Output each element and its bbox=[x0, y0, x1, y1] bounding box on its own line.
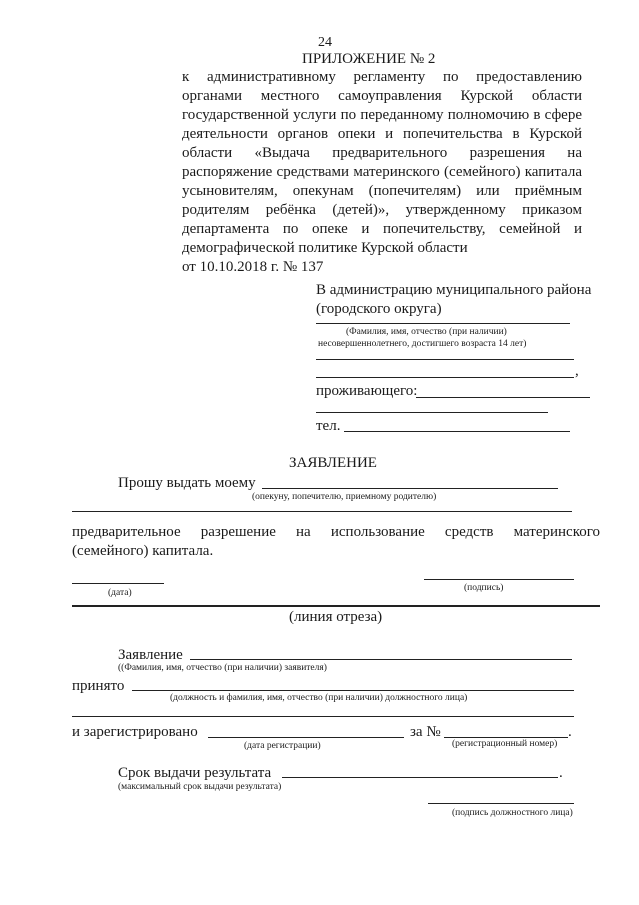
application-body-line-2: (семейного) капитала. bbox=[72, 543, 214, 559]
appendix-line: к административному регламенту по предоставлению bbox=[182, 69, 582, 85]
statement-hint: ((Фамилия, имя, отчество (при наличии) заявителя) bbox=[118, 663, 327, 673]
addressee-line-1: В администрацию муниципального района bbox=[316, 282, 592, 298]
page-number: 24 bbox=[318, 35, 332, 50]
appendix-line: деятельности органов опеки и попечительства в Курской bbox=[182, 126, 582, 142]
residing-address-field[interactable] bbox=[416, 397, 590, 398]
registration-date-field[interactable] bbox=[208, 737, 404, 738]
applicant-fio-field-2[interactable] bbox=[316, 359, 574, 360]
appendix-line: родителям ребёнка (детей)», утвержденному приказом bbox=[182, 202, 582, 218]
official-signature-hint: (подпись должностного лица) bbox=[452, 808, 573, 818]
deadline-field[interactable] bbox=[282, 777, 558, 778]
number-label: за № bbox=[410, 724, 441, 740]
date-field[interactable] bbox=[72, 583, 164, 584]
appendix-title: ПРИЛОЖЕНИЕ № 2 bbox=[302, 51, 436, 67]
appendix-line: органами местного самоуправления Курской области bbox=[182, 88, 582, 104]
registration-period: . bbox=[568, 724, 572, 740]
residing-label: проживающего: bbox=[316, 383, 418, 399]
deadline-label: Срок выдачи результата bbox=[118, 765, 272, 781]
reg-date-hint: (дата регистрации) bbox=[244, 741, 321, 751]
official-signature-field[interactable] bbox=[428, 803, 574, 804]
registration-number-field[interactable] bbox=[444, 737, 568, 738]
guardian-fio-field[interactable] bbox=[262, 488, 558, 489]
statement-label: Заявление bbox=[118, 647, 183, 663]
deadline-period: . bbox=[559, 765, 563, 781]
deadline-hint: (максимальный срок выдачи результата) bbox=[118, 782, 282, 792]
appendix-date-line: от 10.10.2018 г. № 137 bbox=[182, 259, 324, 275]
addressee-line-2: (городского округа) bbox=[316, 301, 442, 317]
phone-label: тел. bbox=[316, 418, 341, 434]
accepted-official-field[interactable] bbox=[132, 690, 574, 691]
accepted-official-field-2[interactable] bbox=[72, 716, 574, 717]
signature-hint: (подпись) bbox=[464, 583, 504, 593]
residing-address-field-2[interactable] bbox=[316, 412, 548, 413]
appendix-line: распоряжение средствами материнского (семейного) капитала bbox=[182, 164, 582, 180]
appendix-line: демографической политике Курской области bbox=[182, 240, 468, 256]
phone-field[interactable] bbox=[344, 431, 570, 432]
comma: , bbox=[575, 363, 579, 379]
application-body-line-1: предварительное разрешение на использование средств материнского bbox=[72, 524, 600, 540]
accepted-label: принято bbox=[72, 678, 125, 694]
signature-field[interactable] bbox=[424, 579, 574, 580]
accepted-hint: (должность и фамилия, имя, отчество (при наличии) должностного лица) bbox=[170, 693, 468, 703]
application-title: ЗАЯВЛЕНИЕ bbox=[289, 455, 377, 471]
request-hint: (опекуну, попечителю, приемному родителю) bbox=[252, 492, 437, 502]
fio-hint-1: (Фамилия, имя, отчество (при наличии) bbox=[346, 327, 507, 337]
statement-applicant-field[interactable] bbox=[190, 659, 572, 660]
appendix-line: государственной услуги по переданному полномочию в сфере bbox=[182, 107, 582, 123]
appendix-line: усыновителям, опекунам (попечителям) или приёмным bbox=[182, 183, 582, 199]
fio-hint-2: несовершеннолетнего, достигшего возраста 14 лет) bbox=[318, 339, 527, 349]
appendix-line: департамента по опеке и попечительству, семейной и bbox=[182, 221, 582, 237]
cut-line-label: (линия отреза) bbox=[289, 609, 383, 625]
applicant-fio-field-3[interactable] bbox=[316, 377, 574, 378]
appendix-line: области «Выдача предварительного разрешения на bbox=[182, 145, 582, 161]
date-hint: (дата) bbox=[108, 588, 132, 598]
applicant-fio-field[interactable] bbox=[316, 323, 570, 324]
cut-divider bbox=[72, 605, 600, 607]
request-label: Прошу выдать моему bbox=[118, 475, 256, 491]
reg-number-hint: (регистрационный номер) bbox=[452, 739, 558, 749]
registered-label: и зарегистрировано bbox=[72, 724, 198, 740]
guardian-fio-field-2[interactable] bbox=[72, 511, 572, 512]
